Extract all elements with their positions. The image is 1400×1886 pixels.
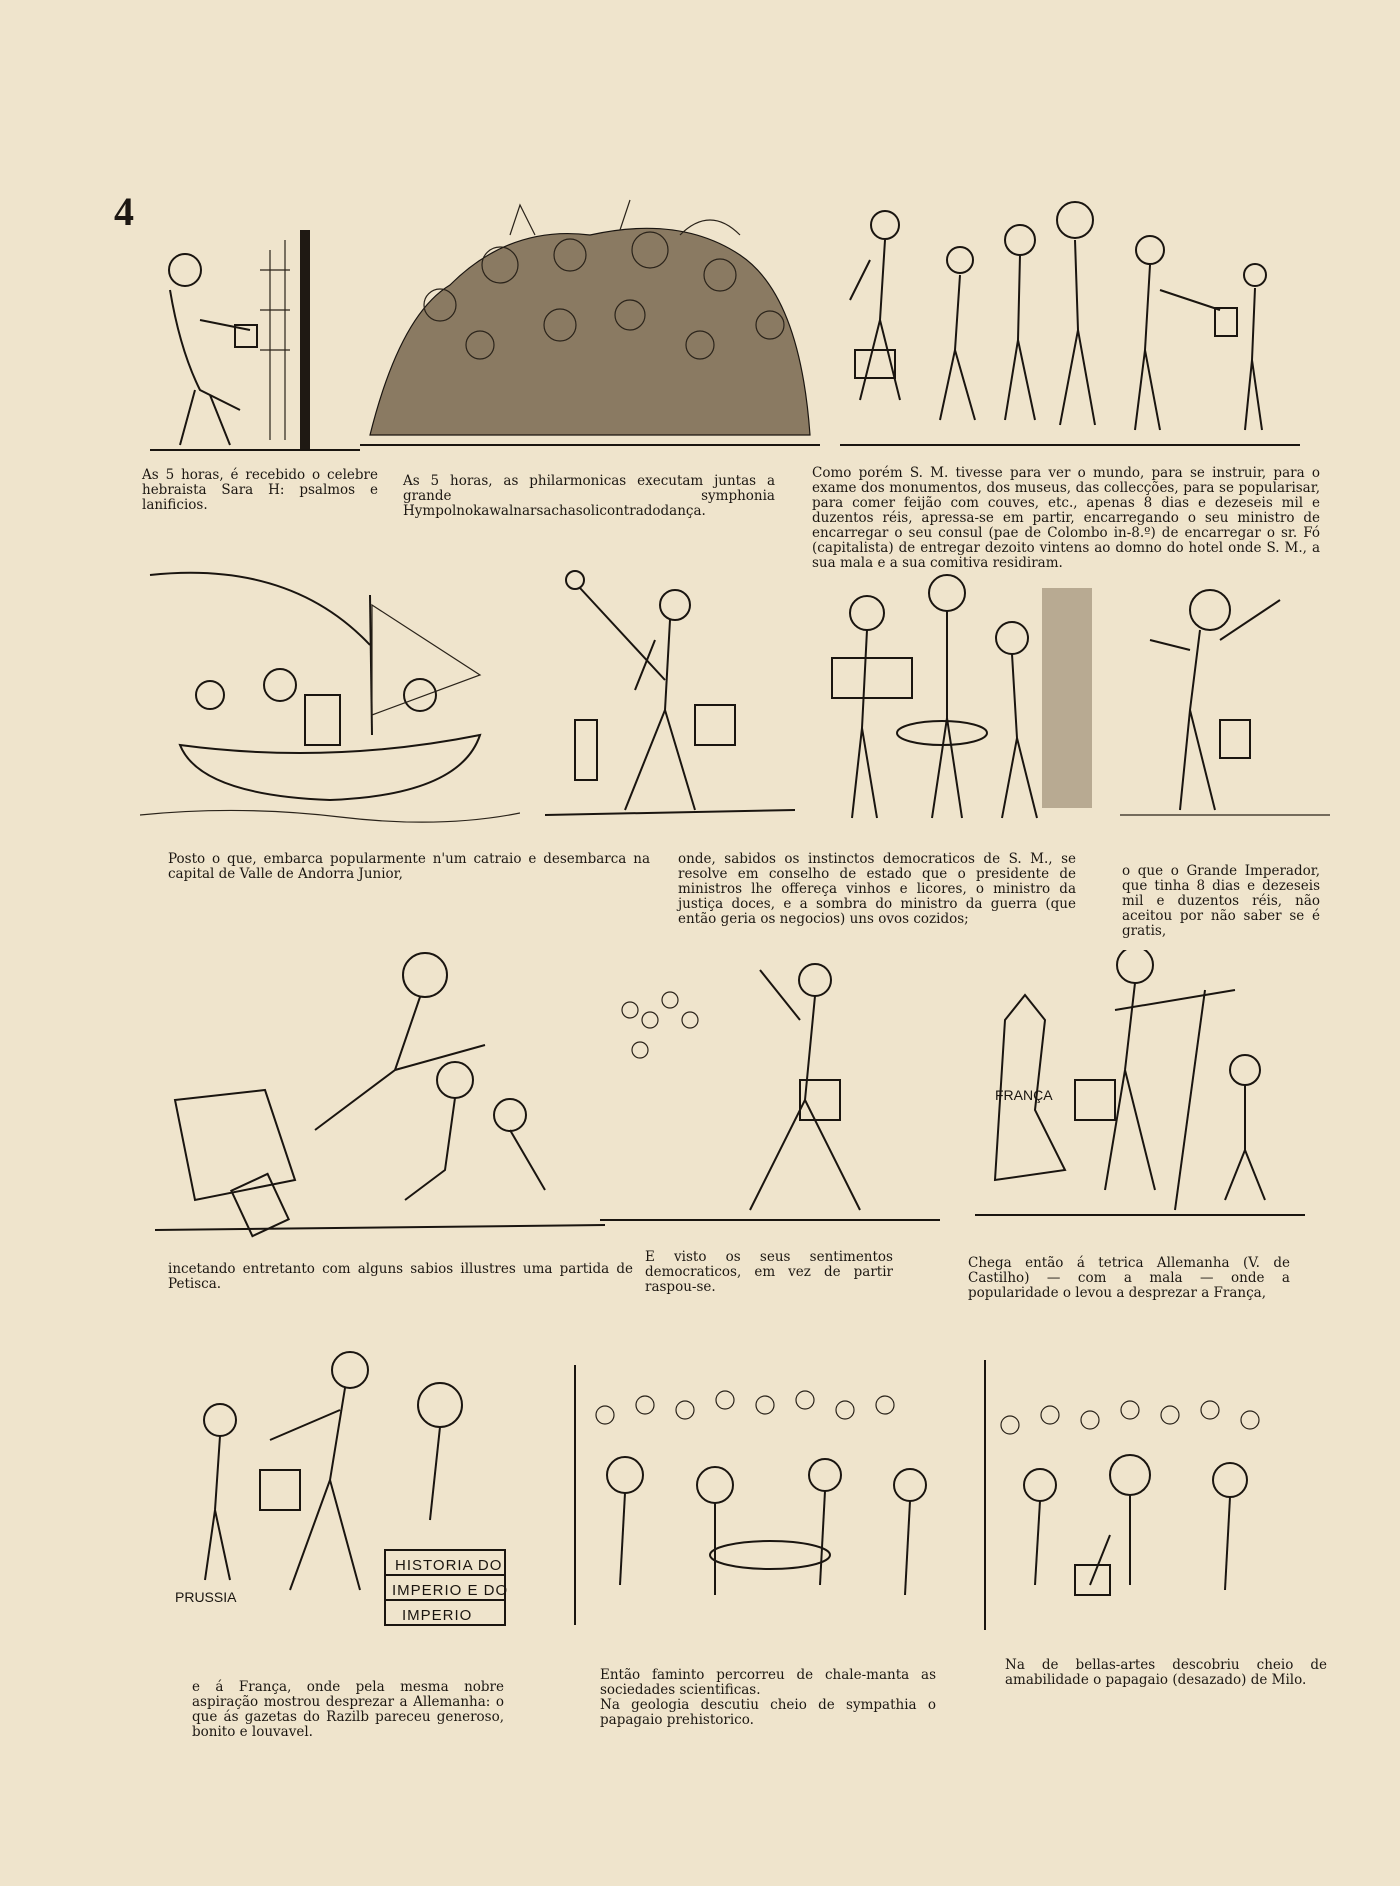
illustration-council (812, 568, 1112, 838)
book-title-line3: IMPERIO (402, 1607, 473, 1624)
illustration-departure (840, 200, 1300, 465)
caption-germany: Chega então á tetrica Allemanha (V. de Castilho) — com a mala — onde a popularidade o levou a desprezar a França, (968, 1255, 1290, 1301)
caption-petisca: incetando entretanto com alguns sabios illustres uma partida de Petisca. (168, 1261, 633, 1292)
caption-fine-arts: Na de bellas-artes descobriu cheio de amabilidade o papagaio (desazado) de Milo. (1005, 1657, 1327, 1688)
illustration-germany (975, 950, 1305, 1235)
caption-france: e á França, onde pela mesma nobre aspiração mostrou desprezar a Allemanha: o que ás gazetas do Razilb pareceu generoso, bonito e louvavel. (192, 1679, 504, 1740)
illustration-escape (600, 950, 940, 1240)
caption-boat: Posto o que, embarca popularmente n'um catraio e desembarca na capital de Valle de Andorra Junior, (168, 851, 650, 882)
illustration-france (170, 1340, 560, 1640)
franca-label: FRANÇA (995, 1087, 1053, 1103)
caption-philharmonic: As 5 horas, as philarmonicas executam juntas a grande symphonia Hympolnokawalnarsachasolicontradodança. (403, 473, 775, 519)
illustration-science-society (565, 1355, 955, 1635)
illustration-petisca (155, 950, 605, 1250)
caption-departure: Como porém S. M. tivesse para ver o mundo, para se instruir, para o exame dos monumentos, dos museus, das collecções, para se popularisar, para comer feijão com couves, etc., apenas 8 dias e dezeseis mil e duzentos réis, apressa-se em partir, encarregando o seu ministro de encarregar o seu consul (pae de Colombo in-8.º) de encarregar o sr. Fó (capitalista) de entregar dezoito vintens ao domno do hotel onde S. M., a sua mala e a sua comitiva residiram. (812, 465, 1320, 571)
illustration-disembark (545, 560, 795, 835)
caption-hebraist: As 5 horas, é recebido o celebre hebraista Sara H: psalmos e lanificios. (142, 467, 378, 513)
caption-emperor-refuses: o que o Grande Imperador, que tinha 8 dias e dezeseis mil e duzentos réis, não aceitou por não saber se é gratis, (1122, 863, 1320, 939)
prussia-label: PRUSSIA (175, 1589, 237, 1605)
caption-council: onde, sabidos os instinctos democraticos de S. M., se resolve em conselho de estado que o presidente de ministros lhe offereça vinhos e licores, o ministro da justiça doces, e a sombra do ministro da guerra (que então geria os negocios) uns ovos cozidos; (678, 851, 1076, 927)
caption-escape: E visto os seus sentimentos democraticos, em vez de partir raspou-se. (645, 1249, 893, 1295)
illustration-hebraist (150, 210, 360, 460)
illustration-emperor-refuses (1120, 570, 1330, 830)
illustration-fine-arts (980, 1355, 1310, 1635)
page-number: 4 (114, 189, 134, 234)
illustration-boat (140, 565, 520, 830)
book-title-line1: HISTORIA DO (395, 1557, 503, 1574)
book-title-line2: IMPERIO E DO (392, 1582, 509, 1599)
caption-science-society: Então faminto percorreu de chale-manta as sociedades scientificas. Na geologia descutiu cheio de sympathia o papagaio prehistorico. (600, 1667, 936, 1728)
illustration-philharmonic (360, 195, 820, 460)
